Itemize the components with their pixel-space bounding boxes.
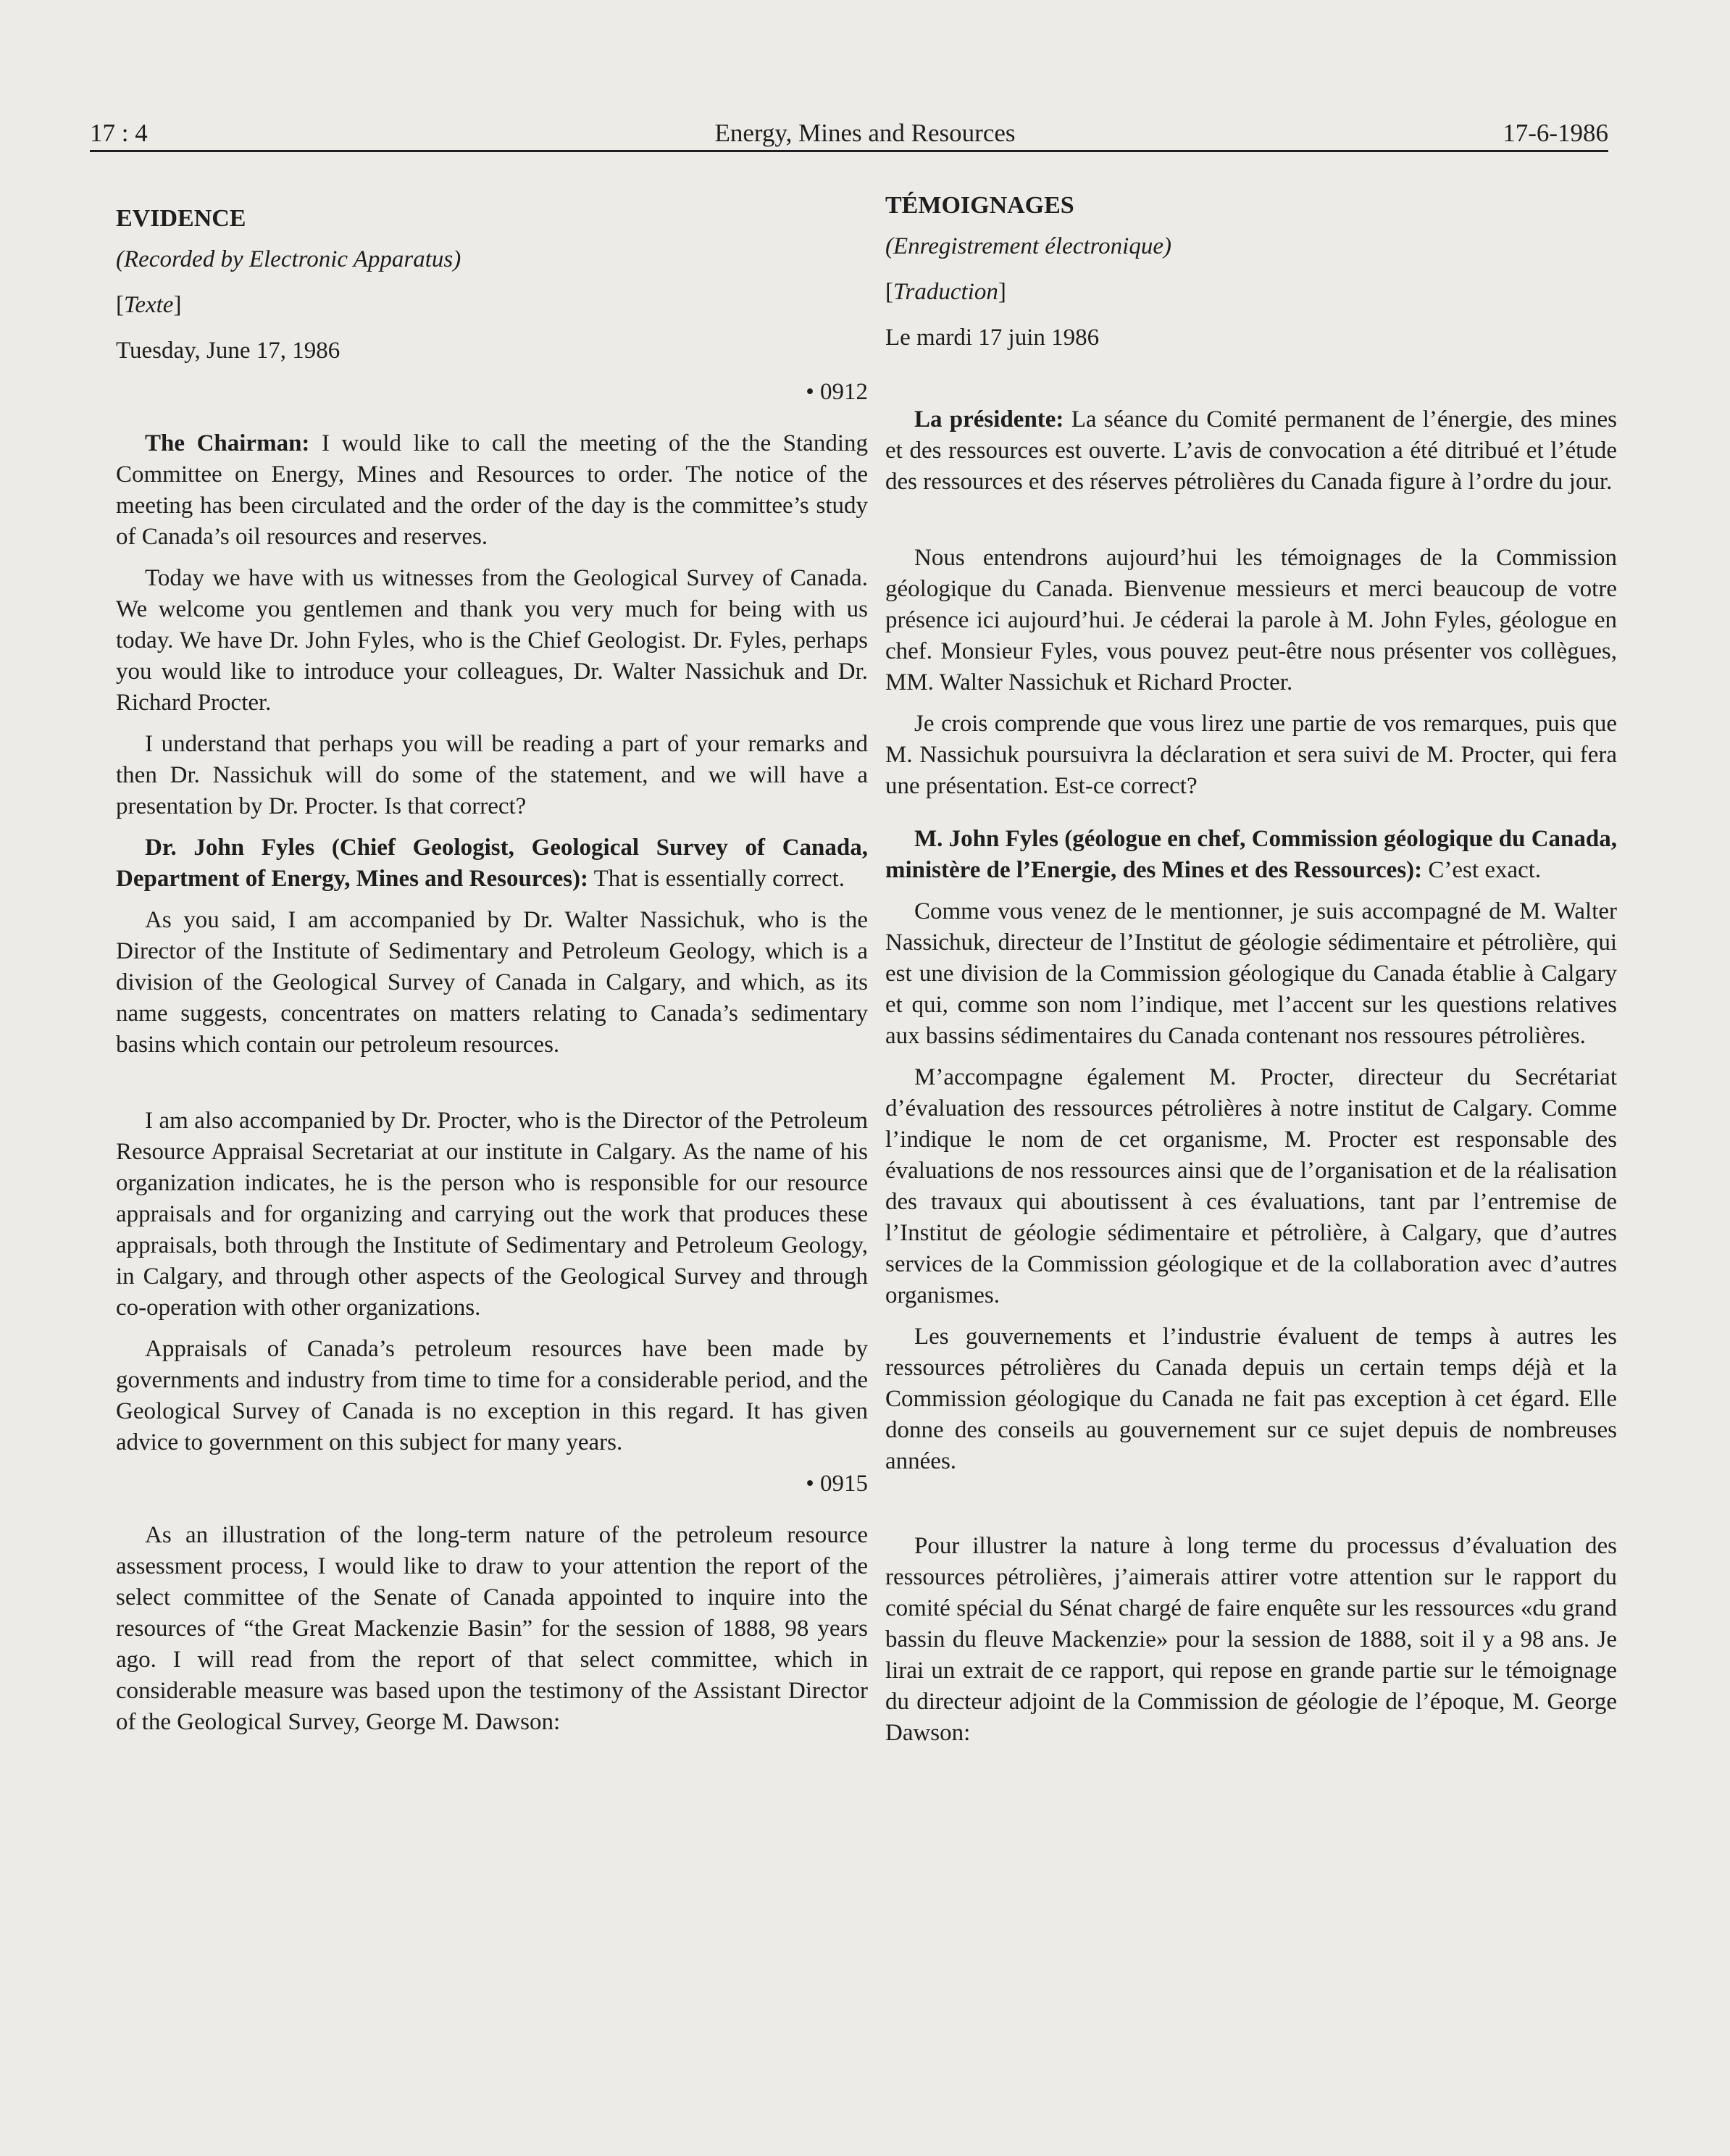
- speaker-name: The Chairman:: [145, 430, 310, 456]
- page-number: 17 : 4: [90, 119, 148, 147]
- source-word: Texte: [124, 292, 174, 318]
- paragraph-text: La séance du Comité permanent de l’énergie, des mines et des ressources est ouverte. L’avis de convocation a été ditribué et l’étude des ressources et des réserves pétrolières du Canada figure à l’ordre du jour.: [885, 406, 1617, 495]
- paragraph-text: C’est exact.: [1422, 857, 1542, 883]
- source-word: Traduction: [893, 279, 998, 305]
- header-date: 17-6-1986: [1503, 119, 1608, 147]
- english-date: Tuesday, June 17, 1986: [116, 338, 340, 364]
- english-paragraph-4: [116, 832, 868, 895]
- paragraph-text: I would like to call the meeting of the the Standing Committee on Energy, Mines and Resources to order. The notice of the meeting has been circulated and the order of the day is the committee’s study of Canada’s oil resources and reserves.: [116, 430, 868, 550]
- english-paragraph-3: I understand that perhaps you will be reading a part of your remarks and then Dr. Nassichuk will do some of the statement, and we will have a presentation by Dr. Procter. Is that correct?: [116, 731, 868, 819]
- english-paragraph-7: Appraisals of Canada’s petroleum resources have been made by governments and industry from time to time for a considerable period, and the Geological Survey of Canada is no exception in this regard. It has given advice to government on this subject for many years.: [116, 1336, 868, 1455]
- english-paragraph-2: Today we have with us witnesses from the Geological Survey of Canada. We welcome you gentlemen and thank you very much for being with us today. We have Dr. John Fyles, who is the Chief Geologist. Dr. Fyles, perhaps you would like to introduce your colleagues, Dr. Walter Nassichuk and Dr. Richard Procter.: [116, 565, 868, 716]
- bracket-close: ]: [173, 292, 182, 318]
- header-rule: [90, 150, 1608, 152]
- time-marker-0912: • 0912: [806, 379, 868, 405]
- french-heading: TÉMOIGNAGES: [885, 192, 1074, 219]
- speaker-name: M. John Fyles (géologue en chef, Commission géologique du Canada, ministère de l’Energie, des Mines et des Ressources):: [885, 826, 1617, 883]
- bracket-close: ]: [998, 279, 1006, 305]
- english-column: [116, 203, 868, 1748]
- english-subheading: (Recorded by Electronic Apparatus): [116, 246, 461, 272]
- english-source-note: [116, 290, 868, 321]
- english-paragraph-8: As an illustration of the long-term nature of the petroleum resource assessment process, I would like to draw to your attention the report of the select committee of the Senate of Canada appointed to inquire into the resources of “the Great Mackenzie Basin” for the session of 1888, 98 years ago. I will read from the report of that select committee, which in considerable measure was based upon the testimony of the Assistant Director of the Geological Survey, George M. Dawson:: [116, 1522, 868, 1735]
- french-paragraph-2: Nous entendrons aujourd’hui les témoignages de la Commission géologique du Canada. Bienvenue messieurs et merci beaucoup de votre présence ici aujourd’hui. Je céderai la parole à M. John Fyles, géologue en chef. Monsieur Fyles, vous pouvez peut-être nous présenter vos collègues, MM. Walter Nassichuk et Richard Procter.: [885, 545, 1617, 695]
- french-paragraph-4: [885, 824, 1617, 886]
- english-paragraph-1: [116, 428, 868, 553]
- french-paragraph-8: Pour illustrer la nature à long terme du processus d’évaluation des ressources pétrolières, j’aimerais attirer votre attention sur le rapport du comité spécial du Sénat chargé de faire enquête sur les ressources «du grand bassin du fleuve Mackenzie» pour la session de 1888, soit il y a 98 ans. Je lirai un extrait de ce rapport, qui repose en grande partie sur le témoignage du directeur adjoint de la Commission de géologie de l’époque, M. George Dawson:: [885, 1533, 1617, 1746]
- french-paragraph-5: Comme vous venez de le mentionner, je suis accompagné de M. Walter Nassichuk, directeur de l’Institut de géologie sédimentaire et pétrolière, qui est une division de la Commission géologique du Canada établie à Calgary et qui, comme son nom l’indique, met l’accent sur les questions relatives aux bassins sédimentaires du Canada contenant nos ressoures pétrolières.: [885, 898, 1617, 1049]
- french-source-note: [885, 277, 1617, 308]
- english-paragraph-5: As you said, I am accompanied by Dr. Walter Nassichuk, who is the Director of the Institute of Sedimentary and Petroleum Geology, which is a division of the Geological Survey of Canada in Calgary, and which, as its name suggests, concentrates on matters relating to Canada’s sedimentary basins which contain our petroleum resources.: [116, 907, 868, 1058]
- speaker-name: La présidente:: [914, 406, 1064, 433]
- french-column: [885, 190, 1617, 1759]
- paragraph-text: That is essentially correct.: [588, 866, 845, 892]
- speaker-name: Dr. John Fyles (Chief Geologist, Geological Survey of Canada, Department of Energy, Mines and Resources):: [116, 835, 868, 892]
- french-paragraph-6: M’accompagne également M. Procter, directeur du Secrétariat d’évaluation des ressources pétrolières à notre institut de Calgary. Comme l’indique le nom de cet organisme, M. Procter est responsable des évaluations de nos ressources ainsi que de l’organisation et de la réalisation des travaux qui aboutissent à ces évaluations, tant par l’entremise de l’Institut de géologie sédimentaire et pétrolière, à Calgary, que d’autres services de la Commission géologique et de la collaboration avec d’autres organismes.: [885, 1064, 1617, 1308]
- french-subheading: (Enregistrement électronique): [885, 233, 1171, 259]
- english-paragraph-6: I am also accompanied by Dr. Procter, who is the Director of the Petroleum Resource Appraisal Secretariat at our institute in Calgary. As the name of his organization indicates, he is the person who is responsible for our resource appraisals and for organizing and carrying out the work that produces these appraisals, both through the Institute of Sedimentary and Petroleum Geology, in Calgary, and through other aspects of the Geological Survey and through co-operation with other organizations.: [116, 1108, 868, 1321]
- french-paragraph-7: Les gouvernements et l’industrie évaluent de temps à autres les ressources pétrolières du Canada depuis un certain temps déjà et la Commission géologique du Canada ne fait pas exception à cet égard. Elle donne des conseils au gouvernement sur ce sujet depuis de nombreuses années.: [885, 1324, 1617, 1474]
- french-paragraph-3: Je crois comprende que vous lirez une partie de vos remarques, puis que M. Nassichuk poursuivra la déclaration et sera suivi de M. Procter, qui fera une présentation. Est-ce correct?: [885, 711, 1617, 799]
- french-date: Le mardi 17 juin 1986: [885, 325, 1100, 351]
- time-marker-0915: • 0915: [806, 1471, 868, 1497]
- running-title: Energy, Mines and Resources: [714, 119, 1016, 147]
- bracket-open: [: [116, 292, 124, 318]
- french-paragraph-1: [885, 404, 1617, 498]
- bracket-open: [: [885, 279, 893, 305]
- english-heading: EVIDENCE: [116, 205, 246, 232]
